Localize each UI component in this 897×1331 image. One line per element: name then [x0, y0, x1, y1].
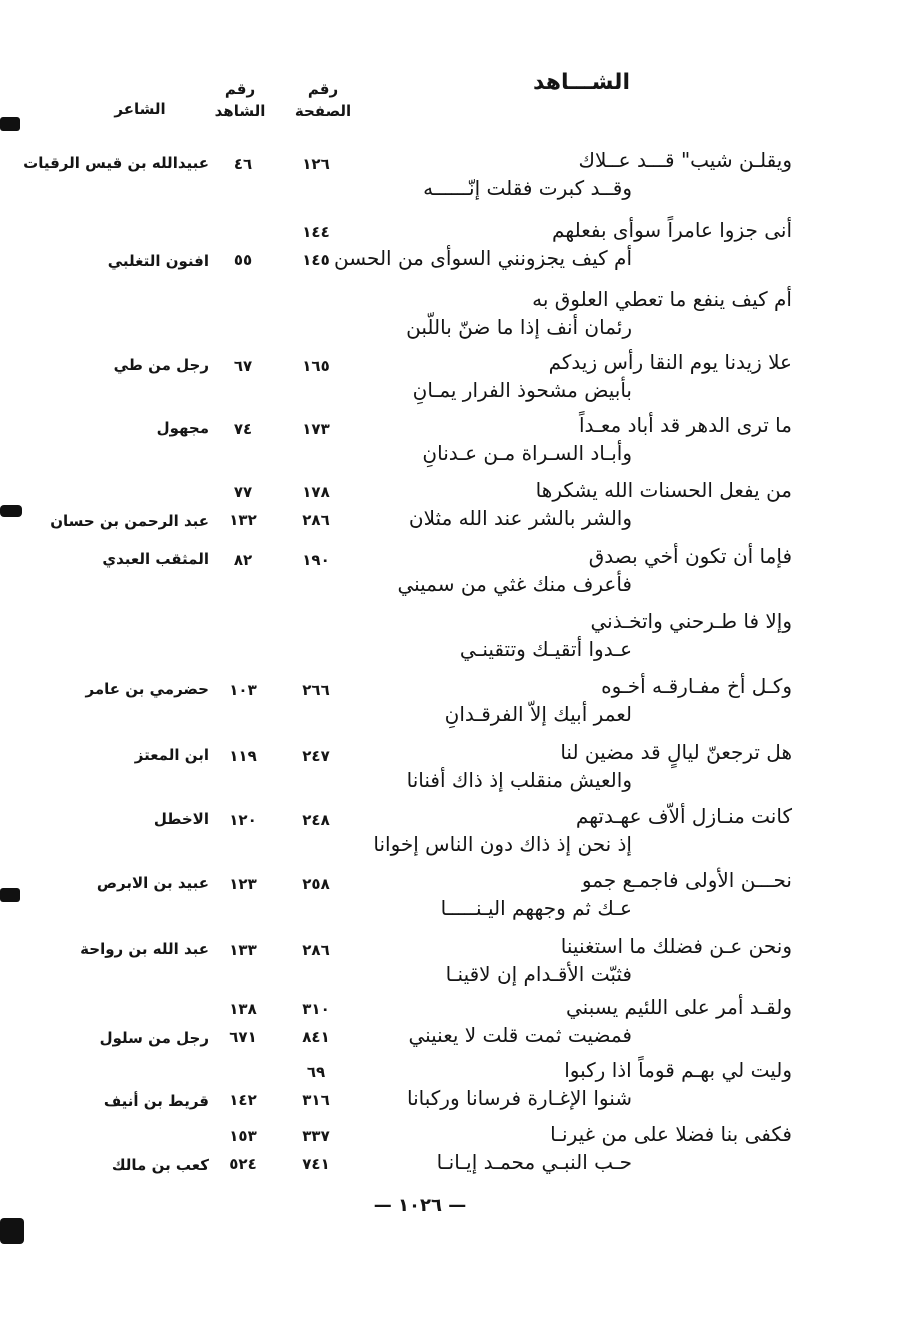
- verse-second-hemistich: فثبّت الأقـدام إن لاقينـا: [445, 962, 632, 986]
- page-number: ٣١٠: [302, 1000, 330, 1018]
- verse-numbers: [215, 936, 271, 964]
- verse-numbers: [215, 1122, 271, 1178]
- verse-number: ١٠٣: [229, 681, 257, 699]
- verse-first-hemistich: كانت منـازل ألاّف عهـدتهم: [575, 804, 792, 828]
- verse-second-hemistich: إذ نحن إذ ذاك دون الناس إخوانا: [373, 832, 632, 856]
- page-numbers: [288, 870, 344, 898]
- verse-first-hemistich: وإلا فا طـرحني واتخـذني: [590, 609, 792, 633]
- page-numbers: [288, 150, 344, 178]
- poet-name: كعب بن مالك: [111, 1156, 209, 1174]
- poet-column-header: الشاعر: [114, 100, 166, 118]
- page-numbers: [288, 1122, 344, 1178]
- verse-number: ٤٦: [233, 155, 253, 173]
- verse-second-hemistich: رئمان أنف إذا ما ضنّ باللّبن: [406, 315, 632, 339]
- page-numbers: [288, 676, 344, 704]
- verse-second-hemistich: فمضيت ثمت قلت لا يعنيني: [408, 1023, 632, 1047]
- verse-number: [215, 1058, 271, 1086]
- poet-name: مجهول: [156, 419, 209, 437]
- page-numbers: [288, 478, 344, 534]
- verse-first-hemistich: ما ترى الدهر قد أباد معـداً: [578, 413, 792, 437]
- verse-entry: [0, 218, 897, 298]
- verse-second-hemistich: لعمر أبيك إلاّ الفرقـدانِ: [444, 702, 632, 726]
- verse-numbers: [215, 995, 271, 1051]
- verse-numbers: [215, 218, 271, 274]
- page-numbers: [288, 352, 344, 380]
- poet-name: الاخطل: [153, 810, 209, 828]
- verse-number: ١٤٢: [229, 1091, 257, 1109]
- verse-number: ١٣٣: [229, 941, 257, 959]
- page-numbers: [288, 218, 344, 274]
- page-number: ٢٦٦: [302, 681, 330, 699]
- poet-name: عبيد بن الابرص: [96, 874, 209, 892]
- page-number: ١٢٦: [302, 155, 330, 173]
- verse-number: ٦٧١: [229, 1028, 257, 1046]
- verse-second-hemistich: فأعرف منك غثي من سميني: [397, 572, 632, 596]
- verse-numbers: [215, 546, 271, 574]
- page-numbers: [288, 1058, 344, 1114]
- page-number: ٢٤٧: [302, 747, 330, 765]
- scan-edge-mark: [0, 505, 22, 517]
- verse-first-hemistich: أنى جزوا عامراً سوأى بفعلهم: [552, 218, 792, 242]
- verse-first-hemistich: فكفى بنا فضلا على من غيرنـا: [550, 1122, 792, 1146]
- verse-first-hemistich: فإما أن تكون أخي بصدق: [588, 544, 792, 568]
- verse-first-hemistich: ولقـد أمر على اللئيم يسبني: [566, 995, 792, 1019]
- verse-number: ١٢٣: [229, 875, 257, 893]
- verse-second-hemistich: عـدوا أتقيـك وتتقينـي: [459, 637, 632, 661]
- poet-name: قريط بن أنيف: [103, 1092, 209, 1110]
- poet-name: المثقب العبدي: [102, 550, 209, 568]
- verse-numbers: [215, 676, 271, 704]
- page-number: ١٦٥: [302, 357, 330, 375]
- verse-numbers: [215, 352, 271, 380]
- verse-number: ١٣٢: [229, 511, 257, 529]
- page-numbers: [288, 936, 344, 964]
- verse-first-hemistich: أم كيف ينفع ما تعطي العلوق به: [532, 287, 792, 311]
- page-numbers: [288, 742, 344, 770]
- page-number: ٢٨٦: [302, 511, 330, 529]
- verse-numbers: [215, 150, 271, 178]
- verse-number: ١٢٠: [229, 811, 257, 829]
- poet-name: عبيدالله بن قيس الرقيات: [23, 154, 209, 172]
- page-column-header-line1: رقم: [307, 80, 339, 98]
- verse-first-hemistich: وكـل أخ مفـارقـه أخـوه: [601, 674, 792, 698]
- verse-first-hemistich: علا زيدنا يوم النقا رأس زيدكم: [548, 350, 792, 374]
- poet-name: رجل من طي: [113, 356, 209, 374]
- verse-number: ٧٧: [233, 483, 253, 501]
- page-numbers: [288, 546, 344, 574]
- verse-second-hemistich: وقــد كبرت فقلت إنّــــــه: [423, 176, 632, 200]
- page-number: ٣١٦: [302, 1091, 330, 1109]
- number-column-header-line2: الشاهد: [214, 102, 266, 120]
- page-column-header-line2: الصفحة: [294, 102, 352, 120]
- verse-second-hemistich: والشر بالشر عند الله مثلان: [408, 506, 632, 530]
- verse-second-hemistich: حـب النبـي محمـد إيـانـا: [436, 1150, 632, 1174]
- page-number: ٨٤١: [302, 1028, 330, 1046]
- verse-number: ٦٧: [233, 357, 253, 375]
- page-number: ١٧٨: [302, 483, 330, 501]
- page-number: ١٤٤: [302, 223, 330, 241]
- verse-number: ١٥٣: [229, 1127, 257, 1145]
- verse-first-hemistich: وليت لي بهـم قوماً اذا ركبوا: [564, 1058, 792, 1082]
- poet-name: عبد الله بن رواحة: [80, 940, 209, 958]
- page-numbers: [288, 995, 344, 1051]
- page-number: ٢٥٨: [302, 875, 330, 893]
- poet-name: عبد الرحمن بن حسان: [50, 512, 209, 530]
- verse-second-hemistich: والعيش منقلب إذ ذاك أفنانا: [406, 768, 632, 792]
- poet-name: ابن المعتز: [134, 746, 209, 764]
- page-number: ٧٤١: [302, 1155, 330, 1173]
- verse-second-hemistich: وأبـاد السـراة مـن عـدنانِ: [422, 441, 632, 465]
- verse-numbers: [215, 742, 271, 770]
- verse-number: ١١٩: [229, 747, 257, 765]
- page-number: ١٤٥: [302, 251, 330, 269]
- verse-second-hemistich: عـك ثم وجههم اليـنـــــا: [440, 896, 632, 920]
- scan-edge-mark: [0, 888, 20, 902]
- verse-entry: [0, 1122, 897, 1202]
- verse-numbers: [215, 1058, 271, 1114]
- verse-first-hemistich: ويقلـن شيب" قـــد عــلاك: [578, 148, 792, 172]
- page-number: ١٧٣: [302, 420, 330, 438]
- page-numbers: [288, 806, 344, 834]
- verse-numbers: [215, 870, 271, 898]
- verse-second-hemistich: بأبيض مشحوذ الفرار يمـانِ: [412, 378, 632, 402]
- verse-number: ٧٤: [233, 420, 253, 438]
- poet-name: افنون التغلبي: [107, 252, 209, 270]
- verse-number: ٨٢: [233, 551, 253, 569]
- page-number: ١٩٠: [302, 551, 330, 569]
- verse-first-hemistich: نحـــن الأولى فاجمـع جمو: [581, 868, 792, 892]
- verse-entry: [0, 148, 897, 228]
- verse-number: ٥٥: [233, 251, 253, 269]
- verse-numbers: [215, 415, 271, 443]
- verse-number: ٥٢٤: [229, 1155, 257, 1173]
- verse-first-hemistich: هل ترجعنّ ليالٍ قد مضين لنا: [560, 740, 792, 764]
- page-number: ٦٩: [306, 1063, 326, 1081]
- verse-numbers: [215, 478, 271, 534]
- verse-numbers: [215, 806, 271, 834]
- verse-number: [215, 218, 271, 246]
- scan-edge-mark: [0, 117, 20, 131]
- scan-edge-mark: [0, 1218, 24, 1244]
- poet-name: رجل من سلول: [99, 1029, 209, 1047]
- verse-first-hemistich: من يفعل الحسنات الله يشكرها: [535, 478, 792, 502]
- page-number: ٢٨٦: [302, 941, 330, 959]
- number-column-header-line1: رقم: [224, 80, 256, 98]
- verse-second-hemistich: أم كيف يجزونني السوأى من الحسن: [333, 246, 632, 270]
- page-number-footer: — ١٠٢٦ —: [373, 1195, 467, 1216]
- page-number: ٢٤٨: [302, 811, 330, 829]
- page-number: ٣٣٧: [302, 1127, 330, 1145]
- verse-first-hemistich: ونحن عـن فضلك ما استغنينا: [560, 934, 792, 958]
- poet-name: حضرمي بن عامر: [85, 680, 209, 698]
- page-numbers: [288, 415, 344, 443]
- verse-second-hemistich: شنوا الإغـارة فرسانا وركبانا: [407, 1086, 632, 1110]
- page-title: الشـــاهد: [533, 70, 630, 95]
- verse-number: ١٣٨: [229, 1000, 257, 1018]
